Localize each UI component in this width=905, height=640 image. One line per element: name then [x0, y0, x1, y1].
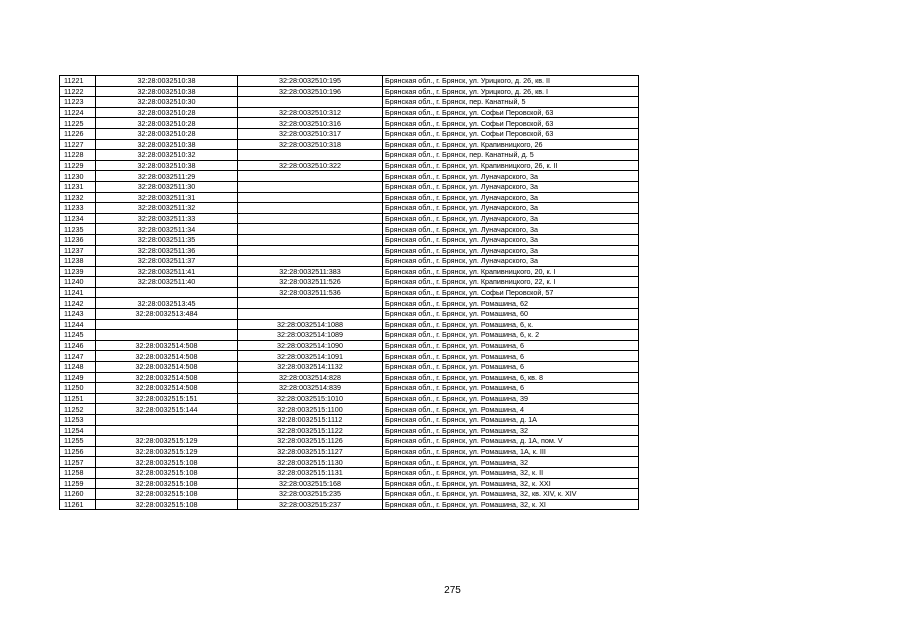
table-row	[60, 203, 639, 214]
parcel-cadastral-number-cell: 32:28:0032510:38	[96, 76, 238, 87]
address-cell: Брянская обл., г. Брянск, ул. Ромашина, 6	[383, 383, 639, 394]
parcel-cadastral-number-cell: 32:28:0032515:108	[96, 489, 238, 500]
row-number-cell: 11221	[60, 76, 96, 87]
object-cadastral-number-cell: 32:28:0032514:828	[238, 372, 383, 383]
table-row	[60, 213, 639, 224]
address-cell: Брянская обл., г. Брянск, ул. Ромашина, д. 1А	[383, 415, 639, 426]
object-cadastral-number-cell	[238, 150, 383, 161]
address-cell: Брянская обл., г. Брянск, ул. Софьи Перовской, 63	[383, 118, 639, 129]
address-cell: Брянская обл., г. Брянск, ул. Луначарского, 3а	[383, 213, 639, 224]
table-row	[60, 118, 639, 129]
page-number: 275	[444, 585, 461, 596]
address-cell: Брянская обл., г. Брянск, ул. Урицкого, д. 26, кв. I	[383, 86, 639, 97]
address-cell: Брянская обл., г. Брянск, ул. Ромашина, 60	[383, 309, 639, 320]
object-cadastral-number-cell: 32:28:0032514:1132	[238, 362, 383, 373]
parcel-cadastral-number-cell: 32:28:0032511:36	[96, 245, 238, 256]
parcel-cadastral-number-cell: 32:28:0032514:508	[96, 383, 238, 394]
table-row	[60, 150, 639, 161]
row-number-cell: 11228	[60, 150, 96, 161]
parcel-cadastral-number-cell: 32:28:0032515:108	[96, 467, 238, 478]
address-cell: Брянская обл., г. Брянск, ул. Луначарского, 3а	[383, 234, 639, 245]
row-number-cell: 11233	[60, 203, 96, 214]
row-number-cell: 11231	[60, 181, 96, 192]
table-row	[60, 139, 639, 150]
parcel-cadastral-number-cell: 32:28:0032515:129	[96, 446, 238, 457]
row-number-cell: 11235	[60, 224, 96, 235]
object-cadastral-number-cell	[238, 256, 383, 267]
address-cell: Брянская обл., г. Брянск, ул. Софьи Перовской, 57	[383, 287, 639, 298]
table-row	[60, 160, 639, 171]
object-cadastral-number-cell: 32:28:0032515:1127	[238, 446, 383, 457]
address-cell: Брянская обл., г. Брянск, ул. Крапивницкого, 22, к. I	[383, 277, 639, 288]
address-cell: Брянская обл., г. Брянск, ул. Ромашина, 4	[383, 404, 639, 415]
parcel-cadastral-number-cell: 32:28:0032510:28	[96, 118, 238, 129]
address-cell: Брянская обл., г. Брянск, ул. Ромашина, 39	[383, 393, 639, 404]
table-row	[60, 277, 639, 288]
row-number-cell: 11255	[60, 436, 96, 447]
parcel-cadastral-number-cell: 32:28:0032511:37	[96, 256, 238, 267]
parcel-cadastral-number-cell: 32:28:0032514:508	[96, 372, 238, 383]
object-cadastral-number-cell: 32:28:0032511:383	[238, 266, 383, 277]
table-row	[60, 287, 639, 298]
parcel-cadastral-number-cell: 32:28:0032513:484	[96, 309, 238, 320]
table-row	[60, 457, 639, 468]
address-cell: Брянская обл., г. Брянск, ул. Луначарского, 3а	[383, 224, 639, 235]
table-row	[60, 330, 639, 341]
row-number-cell: 11227	[60, 139, 96, 150]
table-row	[60, 436, 639, 447]
row-number-cell: 11234	[60, 213, 96, 224]
row-number-cell: 11222	[60, 86, 96, 97]
row-number-cell: 11237	[60, 245, 96, 256]
table-row	[60, 309, 639, 320]
object-cadastral-number-cell: 32:28:0032515:235	[238, 489, 383, 500]
parcel-cadastral-number-cell: 32:28:0032511:35	[96, 234, 238, 245]
address-cell: Брянская обл., г. Брянск, ул. Ромашина, 6	[383, 351, 639, 362]
table-row	[60, 107, 639, 118]
table-row	[60, 76, 639, 87]
row-number-cell: 11251	[60, 393, 96, 404]
table-row	[60, 489, 639, 500]
table-row	[60, 97, 639, 108]
address-cell: Брянская обл., г. Брянск, ул. Ромашина, 32, к. II	[383, 467, 639, 478]
row-number-cell: 11240	[60, 277, 96, 288]
row-number-cell: 11245	[60, 330, 96, 341]
object-cadastral-number-cell	[238, 309, 383, 320]
row-number-cell: 11229	[60, 160, 96, 171]
parcel-cadastral-number-cell: 32:28:0032511:32	[96, 203, 238, 214]
table-row	[60, 351, 639, 362]
row-number-cell: 11260	[60, 489, 96, 500]
object-cadastral-number-cell: 32:28:0032510:316	[238, 118, 383, 129]
row-number-cell: 11261	[60, 499, 96, 510]
parcel-cadastral-number-cell: 32:28:0032510:30	[96, 97, 238, 108]
table-row	[60, 298, 639, 309]
table-row	[60, 340, 639, 351]
table-row	[60, 499, 639, 510]
object-cadastral-number-cell: 32:28:0032514:839	[238, 383, 383, 394]
table-row	[60, 478, 639, 489]
row-number-cell: 11248	[60, 362, 96, 373]
object-cadastral-number-cell	[238, 298, 383, 309]
object-cadastral-number-cell	[238, 234, 383, 245]
object-cadastral-number-cell: 32:28:0032514:1091	[238, 351, 383, 362]
parcel-cadastral-number-cell: 32:28:0032511:41	[96, 266, 238, 277]
table-row	[60, 415, 639, 426]
parcel-cadastral-number-cell	[96, 287, 238, 298]
address-cell: Брянская обл., г. Брянск, ул. Ромашина, 6	[383, 362, 639, 373]
parcel-cadastral-number-cell: 32:28:0032514:508	[96, 340, 238, 351]
address-cell: Брянская обл., г. Брянск, ул. Луначарского, 3а	[383, 245, 639, 256]
row-number-cell: 11236	[60, 234, 96, 245]
row-number-cell: 11226	[60, 128, 96, 139]
object-cadastral-number-cell: 32:28:0032515:1130	[238, 457, 383, 468]
address-cell: Брянская обл., г. Брянск, ул. Луначарского, 3а	[383, 203, 639, 214]
address-cell: Брянская обл., г. Брянск, ул. Крапивницкого, 20, к. I	[383, 266, 639, 277]
row-number-cell: 11242	[60, 298, 96, 309]
parcel-cadastral-number-cell	[96, 330, 238, 341]
address-cell: Брянская обл., г. Брянск, ул. Ромашина, 6, кв. 8	[383, 372, 639, 383]
object-cadastral-number-cell: 32:28:0032515:1010	[238, 393, 383, 404]
object-cadastral-number-cell	[238, 245, 383, 256]
parcel-cadastral-number-cell: 32:28:0032515:108	[96, 499, 238, 510]
table-row	[60, 245, 639, 256]
table-row	[60, 192, 639, 203]
parcel-cadastral-number-cell: 32:28:0032511:30	[96, 181, 238, 192]
row-number-cell: 11253	[60, 415, 96, 426]
address-cell: Брянская обл., г. Брянск, ул. Луначарского, 3а	[383, 256, 639, 267]
address-cell: Брянская обл., г. Брянск, ул. Луначарского, 3а	[383, 192, 639, 203]
table-row	[60, 181, 639, 192]
object-cadastral-number-cell: 32:28:0032514:1089	[238, 330, 383, 341]
row-number-cell: 11254	[60, 425, 96, 436]
table-row	[60, 224, 639, 235]
address-cell: Брянская обл., г. Брянск, ул. Ромашина, 1А, к. III	[383, 446, 639, 457]
table-row	[60, 404, 639, 415]
address-cell: Брянская обл., г. Брянск, ул. Ромашина, 32, к. XXI	[383, 478, 639, 489]
row-number-cell: 11258	[60, 467, 96, 478]
parcel-cadastral-number-cell: 32:28:0032513:45	[96, 298, 238, 309]
parcel-cadastral-number-cell: 32:28:0032510:38	[96, 86, 238, 97]
object-cadastral-number-cell: 32:28:0032510:195	[238, 76, 383, 87]
address-cell: Брянская обл., г. Брянск, пер. Канатный, 5	[383, 97, 639, 108]
parcel-cadastral-number-cell: 32:28:0032511:29	[96, 171, 238, 182]
object-cadastral-number-cell: 32:28:0032515:1112	[238, 415, 383, 426]
parcel-cadastral-number-cell: 32:28:0032515:129	[96, 436, 238, 447]
row-number-cell: 11250	[60, 383, 96, 394]
table-row	[60, 266, 639, 277]
parcel-cadastral-number-cell	[96, 425, 238, 436]
object-cadastral-number-cell: 32:28:0032510:318	[238, 139, 383, 150]
object-cadastral-number-cell: 32:28:0032515:168	[238, 478, 383, 489]
object-cadastral-number-cell: 32:28:0032511:536	[238, 287, 383, 298]
address-cell: Брянская обл., г. Брянск, ул. Ромашина, 6	[383, 340, 639, 351]
object-cadastral-number-cell: 32:28:0032514:1088	[238, 319, 383, 330]
row-number-cell: 11247	[60, 351, 96, 362]
table-row	[60, 425, 639, 436]
row-number-cell: 11238	[60, 256, 96, 267]
parcel-cadastral-number-cell: 32:28:0032514:508	[96, 351, 238, 362]
parcel-cadastral-number-cell: 32:28:0032515:108	[96, 478, 238, 489]
parcel-cadastral-number-cell: 32:28:0032511:34	[96, 224, 238, 235]
address-cell: Брянская обл., г. Брянск, ул. Крапивницкого, 26, к. II	[383, 160, 639, 171]
row-number-cell: 11230	[60, 171, 96, 182]
table-row	[60, 171, 639, 182]
object-cadastral-number-cell	[238, 192, 383, 203]
object-cadastral-number-cell: 32:28:0032510:196	[238, 86, 383, 97]
parcel-cadastral-number-cell: 32:28:0032510:32	[96, 150, 238, 161]
object-cadastral-number-cell: 32:28:0032515:1131	[238, 467, 383, 478]
row-number-cell: 11244	[60, 319, 96, 330]
table-row	[60, 467, 639, 478]
object-cadastral-number-cell: 32:28:0032515:1100	[238, 404, 383, 415]
table-row	[60, 446, 639, 457]
row-number-cell: 11259	[60, 478, 96, 489]
table-row	[60, 383, 639, 394]
parcel-cadastral-number-cell: 32:28:0032510:28	[96, 107, 238, 118]
address-cell: Брянская обл., г. Брянск, ул. Софьи Перовской, 63	[383, 128, 639, 139]
address-cell: Брянская обл., г. Брянск, ул. Ромашина, д. 1А, пом. V	[383, 436, 639, 447]
address-cell: Брянская обл., г. Брянск, ул. Крапивницкого, 26	[383, 139, 639, 150]
row-number-cell: 11246	[60, 340, 96, 351]
row-number-cell: 11223	[60, 97, 96, 108]
object-cadastral-number-cell: 32:28:0032515:1126	[238, 436, 383, 447]
object-cadastral-number-cell	[238, 171, 383, 182]
row-number-cell: 11249	[60, 372, 96, 383]
object-cadastral-number-cell	[238, 181, 383, 192]
table-row	[60, 128, 639, 139]
table-row	[60, 86, 639, 97]
object-cadastral-number-cell: 32:28:0032510:322	[238, 160, 383, 171]
object-cadastral-number-cell	[238, 213, 383, 224]
parcel-cadastral-number-cell: 32:28:0032515:151	[96, 393, 238, 404]
address-cell: Брянская обл., г. Брянск, ул. Ромашина, 32	[383, 425, 639, 436]
row-number-cell: 11241	[60, 287, 96, 298]
row-number-cell: 11252	[60, 404, 96, 415]
parcel-cadastral-number-cell: 32:28:0032510:38	[96, 160, 238, 171]
row-number-cell: 11225	[60, 118, 96, 129]
address-cell: Брянская обл., г. Брянск, ул. Софьи Перовской, 63	[383, 107, 639, 118]
address-cell: Брянская обл., г. Брянск, ул. Луначарского, 3а	[383, 181, 639, 192]
object-cadastral-number-cell: 32:28:0032511:526	[238, 277, 383, 288]
object-cadastral-number-cell: 32:28:0032514:1090	[238, 340, 383, 351]
table-row	[60, 372, 639, 383]
parcel-cadastral-number-cell: 32:28:0032511:40	[96, 277, 238, 288]
parcel-cadastral-number-cell: 32:28:0032515:144	[96, 404, 238, 415]
row-number-cell: 11257	[60, 457, 96, 468]
table-row	[60, 234, 639, 245]
table-row	[60, 362, 639, 373]
address-cell: Брянская обл., г. Брянск, пер. Канатный, д. 5	[383, 150, 639, 161]
row-number-cell: 11239	[60, 266, 96, 277]
parcel-cadastral-number-cell: 32:28:0032510:38	[96, 139, 238, 150]
object-cadastral-number-cell: 32:28:0032510:312	[238, 107, 383, 118]
address-cell: Брянская обл., г. Брянск, ул. Ромашина, 62	[383, 298, 639, 309]
property-table-body	[60, 76, 639, 510]
object-cadastral-number-cell: 32:28:0032515:1122	[238, 425, 383, 436]
parcel-cadastral-number-cell	[96, 319, 238, 330]
object-cadastral-number-cell	[238, 224, 383, 235]
parcel-cadastral-number-cell: 32:28:0032514:508	[96, 362, 238, 373]
table-row	[60, 319, 639, 330]
table-row	[60, 256, 639, 267]
parcel-cadastral-number-cell: 32:28:0032511:31	[96, 192, 238, 203]
parcel-cadastral-number-cell: 32:28:0032515:108	[96, 457, 238, 468]
address-cell: Брянская обл., г. Брянск, ул. Ромашина, 32, кв. XIV, к. XIV	[383, 489, 639, 500]
object-cadastral-number-cell	[238, 203, 383, 214]
address-cell: Брянская обл., г. Брянск, ул. Урицкого, д. 26, кв. II	[383, 76, 639, 87]
table-row	[60, 393, 639, 404]
object-cadastral-number-cell: 32:28:0032515:237	[238, 499, 383, 510]
property-table	[59, 75, 639, 510]
address-cell: Брянская обл., г. Брянск, ул. Луначарского, 3а	[383, 171, 639, 182]
parcel-cadastral-number-cell: 32:28:0032511:33	[96, 213, 238, 224]
address-cell: Брянская обл., г. Брянск, ул. Ромашина, 32	[383, 457, 639, 468]
row-number-cell: 11232	[60, 192, 96, 203]
row-number-cell: 11224	[60, 107, 96, 118]
address-cell: Брянская обл., г. Брянск, ул. Ромашина, 6, к.	[383, 319, 639, 330]
parcel-cadastral-number-cell: 32:28:0032510:28	[96, 128, 238, 139]
row-number-cell: 11256	[60, 446, 96, 457]
address-cell: Брянская обл., г. Брянск, ул. Ромашина, 6, к. 2	[383, 330, 639, 341]
row-number-cell: 11243	[60, 309, 96, 320]
parcel-cadastral-number-cell	[96, 415, 238, 426]
object-cadastral-number-cell: 32:28:0032510:317	[238, 128, 383, 139]
address-cell: Брянская обл., г. Брянск, ул. Ромашина, 32, к. XI	[383, 499, 639, 510]
object-cadastral-number-cell	[238, 97, 383, 108]
